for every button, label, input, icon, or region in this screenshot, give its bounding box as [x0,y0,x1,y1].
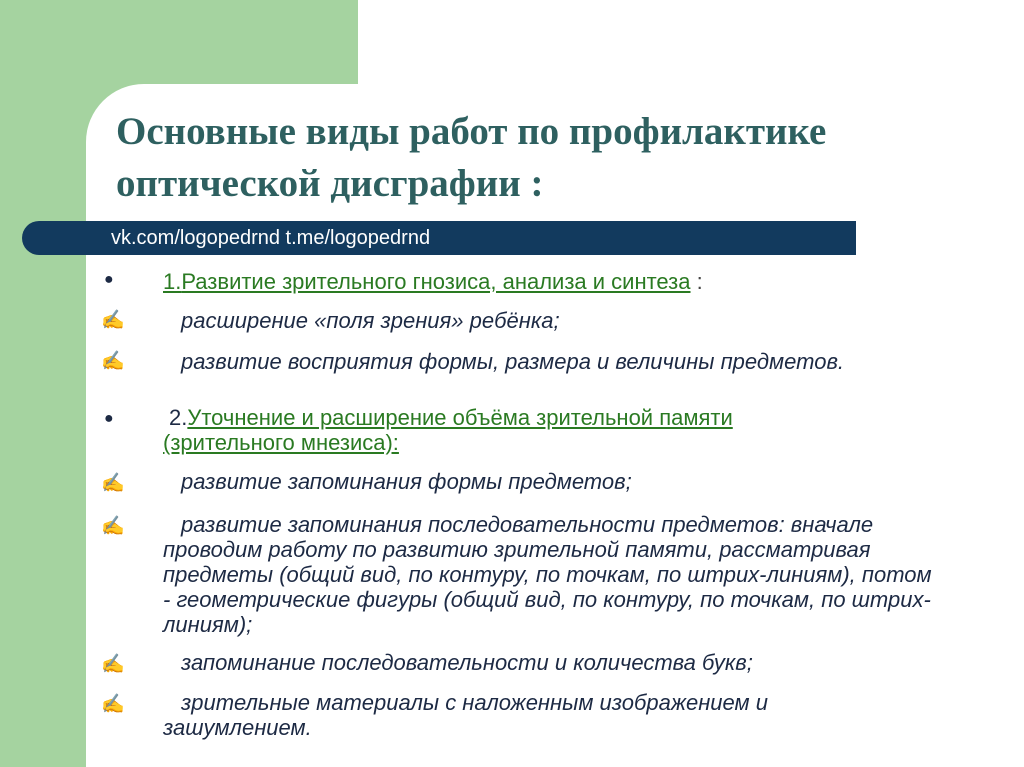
writing-hand-icon: ✍ [101,694,125,715]
writing-hand-icon: ✍ [101,654,125,675]
list-item: расширение «поля зрения» ребёнка; [181,308,560,333]
writing-hand-icon: ✍ [101,310,125,331]
list-item: 1.Развитие зрительного гнозиса, анализа и синтеза : [163,269,703,294]
writing-hand-icon: ✍ [101,351,125,372]
list-item: развитие запоминания формы предметов; [181,469,632,494]
url-links: vk.com/logopedrnd t.me/logopedrnd [111,227,431,249]
writing-hand-icon: ✍ [101,516,125,537]
title-line-2: оптической дисграфии : [116,162,544,205]
bullet-dot-icon: ● [104,410,114,427]
heading-link[interactable]: Уточнение и расширение объёма зрительной памяти (зрительного мнезиса): [163,405,733,455]
list-item: запоминание последовательности и количества букв; [181,650,753,675]
list-item: 2.Уточнение и расширение объёма зрительной памяти (зрительного мнезиса): [163,405,733,455]
heading-link[interactable]: 1.Развитие зрительного гнозиса, анализа и синтеза [163,269,691,294]
slide-title [116,106,996,210]
list-item: развитие запоминания последовательности предметов: вначале проводим работу по развитию зрительной памяти, рассматривая предметы (общий вид, по контуру, по точкам, по штрих-линиям), потом - геометрические фигуры (общий вид, по контуру, по точкам, по штрих-линиям); [163,512,932,637]
writing-hand-icon: ✍ [101,473,125,494]
bullet-dot-icon: ● [104,271,114,288]
title-line-1: Основные виды работ по профилактике [116,110,827,153]
list-item: развитие восприятия формы, размера и величины предметов. [181,349,845,374]
list-item: зрительные материалы с наложенным изображением и зашумлением. [163,690,768,740]
